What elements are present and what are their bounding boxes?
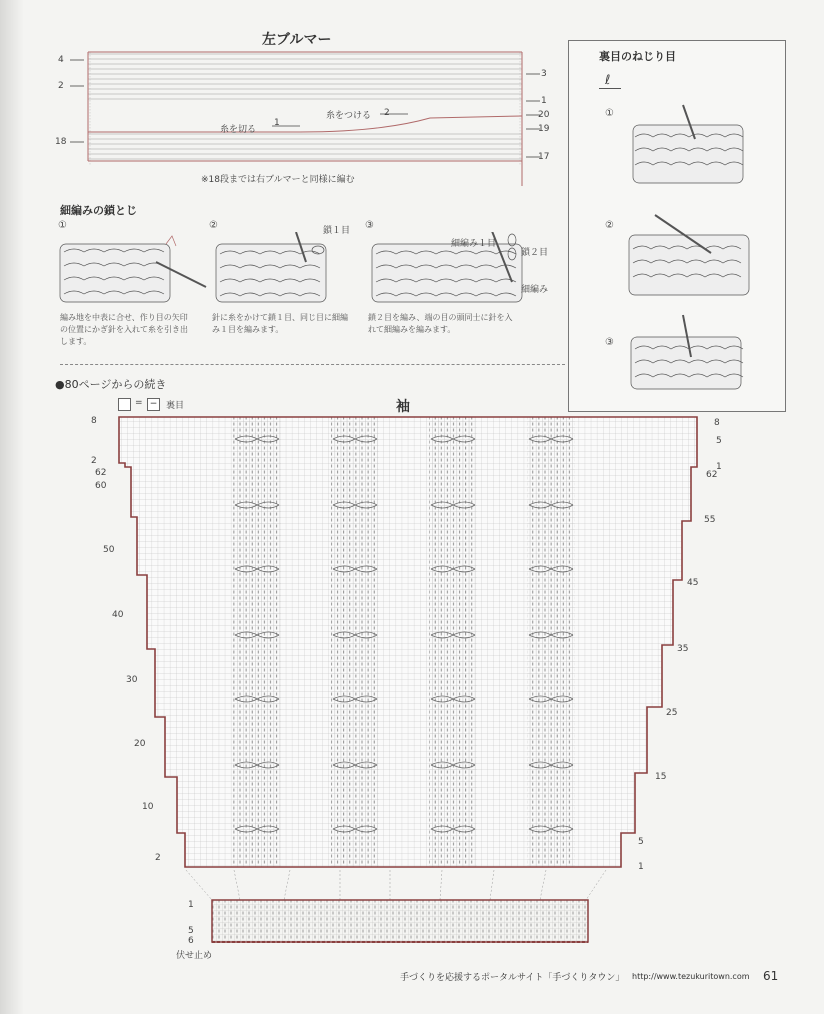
join-step-2-label: 鎖１目	[323, 226, 351, 236]
purl-step-3-num: ③	[605, 337, 614, 348]
mark-2: 2	[384, 108, 390, 118]
join-step-2-caption: 針に糸をかけて鎖１目、同じ目に細編み１目を編みます。	[212, 313, 348, 334]
join-step-3-label-a: 細編み１目	[451, 239, 497, 249]
sleeve-title: 袖	[396, 399, 410, 415]
sleeve-right-label-1: 1	[716, 462, 722, 472]
continued-note: ●80ページからの続き	[55, 378, 167, 391]
sleeve-right-label-45: 45	[687, 578, 699, 588]
join-step-3-label-b: 鎖２目	[521, 248, 549, 258]
sleeve-left-label-30: 30	[126, 675, 138, 685]
sleeve-right-label-25: 25	[666, 708, 678, 718]
sleeve-left-label-2b: 2	[155, 853, 161, 863]
cut-yarn-note: 糸を切る	[220, 125, 257, 135]
top-pattern-footnote: ※18段までは右ブルマーと同様に編む	[201, 175, 355, 185]
sleeve-right-label-5b: 5	[638, 837, 644, 847]
top-pattern-title: 左ブルマー	[262, 32, 332, 48]
purl-step-2-num: ②	[605, 220, 614, 231]
sleeve-left-label-8: 8	[91, 416, 97, 426]
sleeve-right-label-8: 8	[714, 418, 720, 428]
footer-url[interactable]: http://www.tezukuritown.com	[632, 972, 750, 981]
symbol-underline	[599, 88, 621, 89]
join-step-3-num: ③	[365, 220, 374, 231]
sleeve-right-label-5: 5	[716, 436, 722, 446]
cuff-label-5: 5	[188, 926, 194, 936]
mark-1: 1	[274, 118, 280, 128]
sleeve-left-label-40: 40	[112, 610, 124, 620]
legend-blank-cell	[118, 398, 131, 411]
cuff-label-6: 6	[188, 936, 194, 946]
sleeve-left-label-2: 2	[91, 456, 97, 466]
sleeve-right-label-15: 15	[655, 772, 667, 782]
legend-purl-cell: −	[147, 398, 160, 411]
crochet-join-title: 細編みの鎖とじ	[60, 204, 137, 217]
page-gutter-shadow	[0, 0, 24, 1014]
legend-purl-label: 裏目	[166, 401, 185, 411]
sleeve-right-label-1b: 1	[638, 862, 644, 872]
top-right-row-1: 1	[541, 96, 547, 106]
bind-off-label: 伏せ止め	[176, 951, 213, 961]
cuff-label-1: 1	[188, 900, 194, 910]
twisted-purl-title: 裏目のねじり目	[599, 50, 676, 63]
top-right-row-19: 19	[538, 124, 550, 134]
top-right-row-17: 17	[538, 152, 550, 162]
join-step-3-label-c: 細編み	[521, 285, 549, 295]
top-left-row-18: 18	[55, 137, 67, 147]
sleeve-left-label-62: 62	[95, 468, 107, 478]
twisted-purl-panel	[568, 40, 786, 412]
sleeve-chart	[115, 415, 705, 875]
top-left-row-2: 2	[58, 81, 64, 91]
top-right-row-20: 20	[538, 110, 550, 120]
sleeve-left-label-10: 10	[142, 802, 154, 812]
join-step-1-caption: 編み地を中表に合せ、作り目の矢印の位置にかぎ針を入れて糸を引き出します。	[60, 313, 188, 346]
sleeve-right-label-62: 62	[706, 470, 718, 480]
purl-step-1-num: ①	[605, 108, 614, 119]
twisted-purl-symbol-icon: ℓ	[605, 73, 611, 88]
cuff-chart	[180, 868, 620, 950]
sleeve-left-label-60: 60	[95, 481, 107, 491]
join-step-3-caption: 鎖２目を編み、端の目の頭同士に針を入れて細編みを編みます。	[368, 313, 513, 334]
footer-text: 手づくりを応援するポータルサイト「手づくりタウン」	[400, 973, 625, 983]
sleeve-left-label-20: 20	[134, 739, 146, 749]
attach-yarn-note: 糸をつける	[326, 111, 372, 121]
join-step-2-num: ②	[209, 220, 218, 231]
legend-equals: =	[135, 398, 143, 408]
section-divider	[60, 364, 565, 365]
top-left-row-4: 4	[58, 55, 64, 65]
twisted-purl-illustrations	[625, 103, 755, 393]
sleeve-left-label-50: 50	[103, 545, 115, 555]
page-number: 61	[763, 969, 779, 983]
top-right-row-3: 3	[541, 69, 547, 79]
join-step-1-num: ①	[58, 220, 67, 231]
sleeve-right-label-55: 55	[704, 515, 716, 525]
sleeve-right-label-35: 35	[677, 644, 689, 654]
